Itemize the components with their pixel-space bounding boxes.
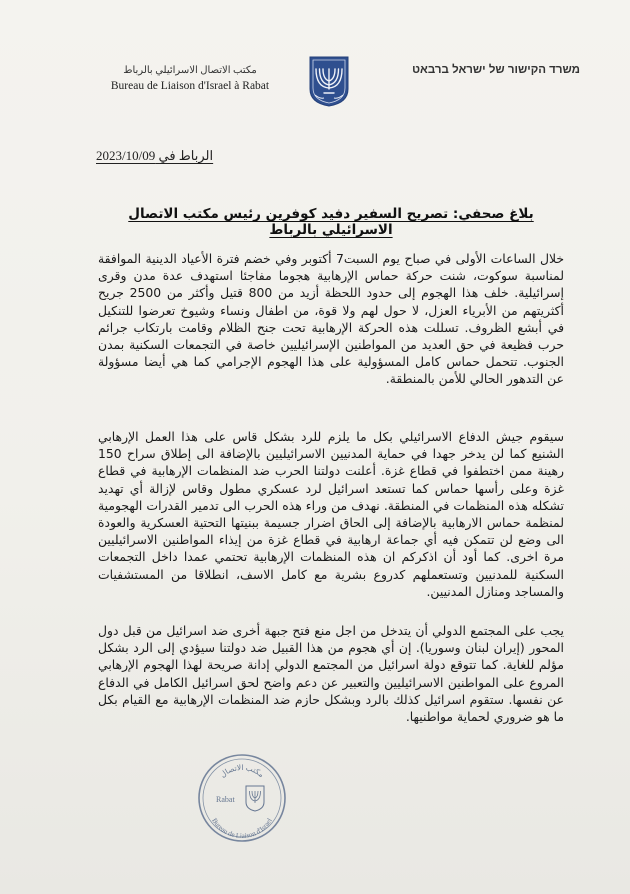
official-stamp-icon bbox=[196, 752, 288, 844]
letterhead bbox=[0, 0, 630, 120]
letterhead-left bbox=[100, 64, 280, 94]
svg-text:مكتب الاتصال bbox=[218, 763, 265, 779]
stamp-arabic: مكتب الاتصال bbox=[218, 762, 266, 780]
letter-date: الرباط في 2023/10/09 bbox=[96, 148, 214, 163]
stamp-french: Bureau de Liaison d'Israel bbox=[210, 816, 274, 841]
menorah-emblem-icon bbox=[308, 55, 350, 107]
svg-text:Bureau de Liaison d'Israel bbox=[210, 817, 274, 840]
french-office-name: Bureau de Liaison d'Israel à Rabat bbox=[110, 80, 270, 92]
stamp-city: Rabat bbox=[216, 795, 235, 804]
arabic-office-name: مكتب الاتصال الاسرائيلي بالرباط bbox=[123, 65, 257, 76]
paragraph-3: يجب على المجتمع الدولي أن يتدخل من اجل منع فتح جبهة أخرى ضد اسرائيل من قبل دول المحور (إيران لبنان وسوريا). إن أي هجوم من هذا القبيل ضد دولتنا سيؤدي إلى الرد بشكل مؤلم للغاية. كما تتوقع دولة اسرائيل من المجتمع الدولي إدانة صريحة لهذا الهجوم الإرهابي المروع على المواطنين الاسرائيليين والتعبير عن دعم واضح لحق اسرائيل الكامل في الدفاع عن نفسها. ستقوم اسرائيل كذلك بالرد وبشكل حازم ضد المنظمات الإرهابية مع القيام بكل ما هو ضروري لحماية مواطنيها. bbox=[98, 623, 564, 725]
stamp-emblem-icon bbox=[246, 786, 264, 811]
hebrew-office-name: משרד הקישור של ישראל ברבאט bbox=[412, 64, 580, 76]
paragraph-2: سيقوم جيش الدفاع الاسرائيلي بكل ما يلزم للرد بشكل قاس على هذا العمل الإرهابي الشنيع كما لن يدخر جهدا في حماية المدنيين الاسرائيليين بالإضافة الى إطلاق سراح 150 رهينة ممن اختطفوا في قطاع غزة. أعلنت دولتنا الحرب ضد المنظمات الإرهابية في قطاع غزة وعلى رأسها حماس كما تستعد اسرائيل لرد عسكري مطول وقاس لإزالة أي تهديد تشكله هذه المنظمات في المنطقة. نهدف من وراء هذه الحرب الى تدمير القدرات الهجومية لمنظمة حماس الارهابية بالإضافة إلى الحاق اضرار جسيمة ببنيتها التحتية العسكرية والعودة الى وضع لن تتمكن فيه أي جماعة ارهابية في قطاع غزة من إيذاء المواطنين الاسرائيليين مرة اخرى. كما أود أن اذكركم ان هذه المنظمات الإرهابية تحتمي عمدا داخل التجمعات السكنية للمدنيين وتستعملهم كدروع بشرية مع كامل الاسف، انطلاقا من المستشفيات والمساجد ومنازل المدنيين. bbox=[98, 429, 564, 599]
press-release-subject: بلاغ صحفي: تصريح السفير دفيد كوفرين رئيس مكتب الاتصال الاسرائيلي بالرباط bbox=[128, 206, 534, 238]
paragraph-1: خلال الساعات الأولى في صباح يوم السبت7 أكتوبر وفي خضم فترة الأعياد الدينية الموافقة لمناسبة سوكوت، شنت حركة حماس الإرهابية هجوما مفاجئا استهدف عدة مدن وقرى إسرائيلية. خلف هذا الهجوم إلى حدود اللحظة أزيد من 800 قتيل وأكثر من 2500 جريح أكثريتهم من الأبرياء العزل، لا حول لهم ولا قوة، من اطفال ونساء وشيوخ تعرضوا للتنكيل في أبشع الظروف. تسللت هذه الحركة الإرهابية تحت جنح الظلام وقامت بارتكاب جرائم حرب فظيعة في حق العديد من المواطنين الإسرائيليين خاصة في التجمعات السكنية بمدن الجنوب. تتحمل حماس كامل المسؤولية على هذا الهجوم الإجرامي كما هي أيضا مسؤولة عن التدهور الحالي للأمن بالمنطقة. bbox=[98, 251, 564, 387]
